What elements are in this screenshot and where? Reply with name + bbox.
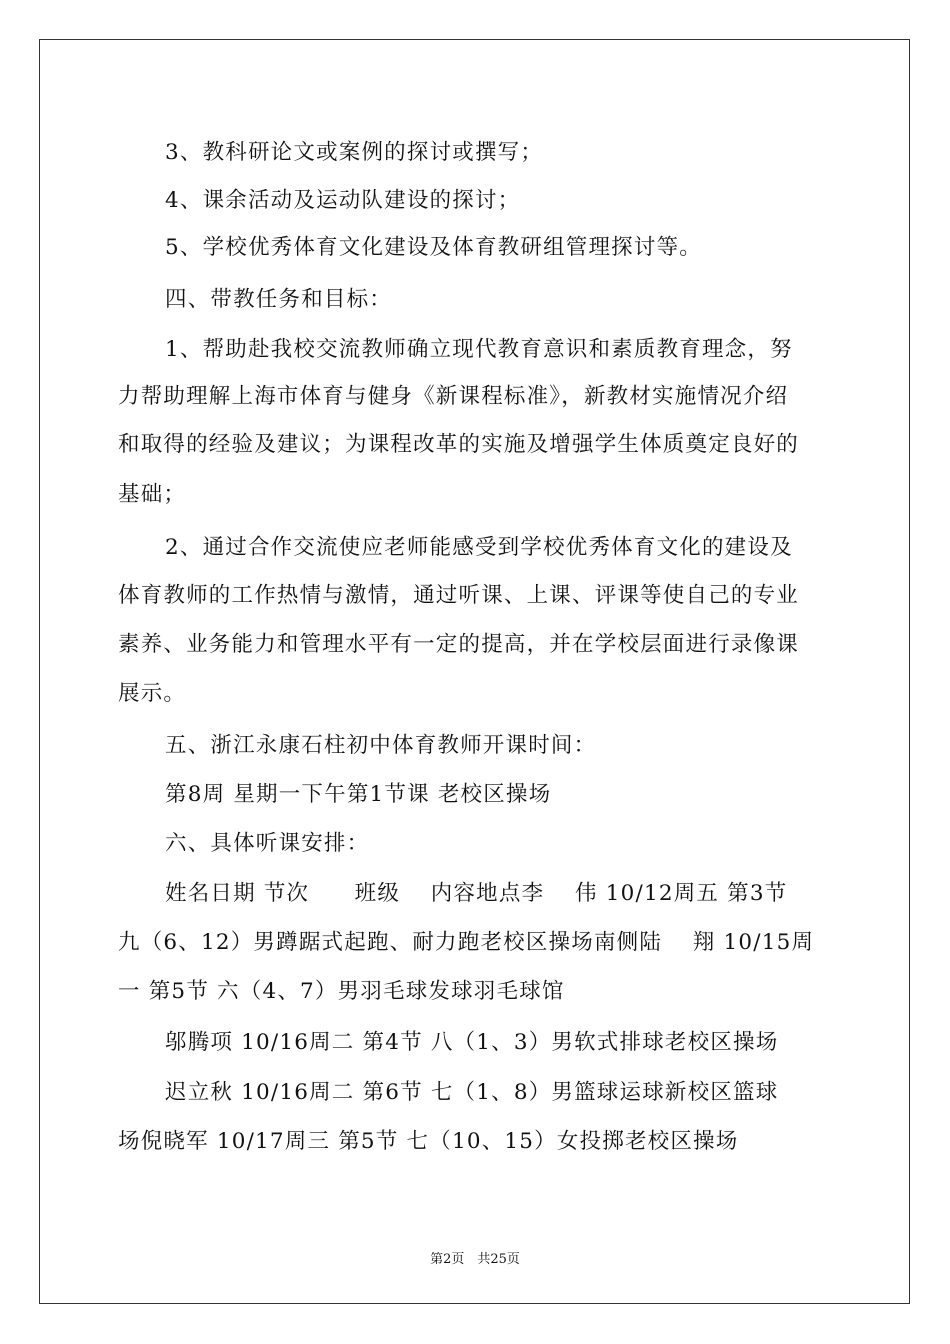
paragraph-line: 1、帮助赴我校交流教师确立现代教育意识和素质教育理念，努 <box>165 337 793 362</box>
paragraph-line: 姓名日期 节次 班级 内容地点李 伟 10/12周五 第3节 <box>165 881 788 906</box>
paragraph-line: 一 第5节 六（4、7）男羽毛球发球羽毛球馆 <box>118 979 565 1004</box>
page-border <box>39 39 910 1304</box>
paragraph-line: 力帮助理解上海市体育与健身《新课程标准》，新教材实施情况介绍 <box>118 384 789 409</box>
page-number: 第2页 共25页 <box>430 1252 520 1267</box>
paragraph-line: 5、学校优秀体育文化建设及体育教研组管理探讨等。 <box>165 235 702 260</box>
section-heading: 四、带教任务和目标： <box>165 287 393 312</box>
paragraph-line: 2、通过合作交流使应老师能感受到学校优秀体育文化的建设及 <box>165 535 793 560</box>
paragraph-line: 和取得的经验及建议；为课程改革的实施及增强学生体质奠定良好的 <box>118 432 800 457</box>
paragraph-line: 4、课余活动及运动队建设的探讨； <box>165 188 521 213</box>
section-heading: 五、浙江永康石柱初中体育教师开课时间： <box>165 733 597 758</box>
section-heading: 六、具体听课安排： <box>165 831 370 856</box>
paragraph-line: 展示。 <box>118 681 187 706</box>
paragraph-line: 体育教师的工作热情与激情，通过听课、上课、评课等使自己的专业 <box>118 583 800 608</box>
paragraph-line: 3、教科研论文或案例的探讨或撰写； <box>165 140 544 165</box>
paragraph-line: 邬腾项 10/16周二 第4节 八（1、3）男软式排球老校区操场 <box>165 1030 779 1055</box>
page-footer <box>0 1252 950 1268</box>
paragraph-line: 九（6、12）男蹲踞式起跑、耐力跑老校区操场南侧陆 翔 10/15周 <box>118 930 815 955</box>
paragraph-line: 迟立秋 10/16周二 第6节 七（1、8）男篮球运球新校区篮球 <box>165 1080 779 1105</box>
paragraph-line: 第8周 星期一下午第1节课 老校区操场 <box>165 782 552 807</box>
paragraph-line: 基础； <box>118 482 187 507</box>
paragraph-line: 场倪晓军 10/17周三 第5节 七（10、15）女投掷老校区操场 <box>118 1129 739 1154</box>
paragraph-line: 素养、业务能力和管理水平有一定的提高，并在学校层面进行录像课 <box>118 632 800 657</box>
